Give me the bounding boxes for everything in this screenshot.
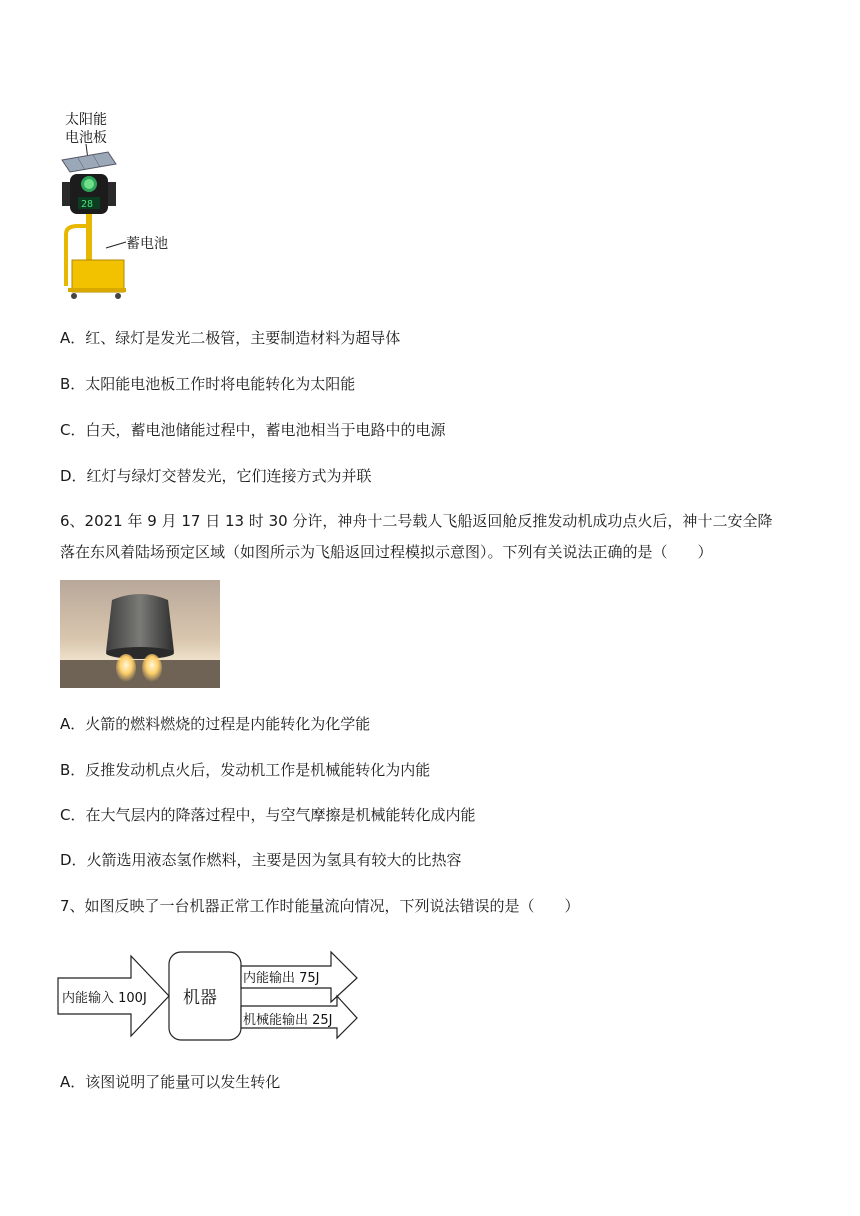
energy-flow-diagram (55, 944, 365, 1044)
q6-option-c: C．在大气层内的降落过程中，与空气摩擦是机械能转化成内能 (60, 806, 476, 824)
q6-option-d: D．火箭选用液态氢作燃料，主要是因为氢具有较大的比热容 (60, 851, 462, 869)
q6-option-b: B．反推发动机点火后，发动机工作是机械能转化为内能 (60, 761, 431, 779)
output2-label: 机械能输出 25J (243, 1013, 333, 1028)
input-label: 内能输入 100J (62, 991, 147, 1006)
solar-panel-label-1: 太阳能 (65, 112, 107, 128)
machine-label: 机器 (183, 988, 217, 1008)
q5-option-d: D．红灯与绿灯交替发光，它们连接方式为并联 (60, 467, 372, 485)
q6-stem-line2: 落在东风着陆场预定区域（如图所示为飞船返回过程模拟示意图）。下列有关说法正确的是（ ） (60, 543, 713, 561)
output1-label: 内能输出 75J (243, 971, 320, 986)
capsule-photo (60, 580, 220, 688)
q5-option-a: A．红、绿灯是发光二极管，主要制造材料为超导体 (60, 329, 401, 347)
traffic-light-figure (58, 108, 178, 306)
q6-option-a: A．火箭的燃料燃烧的过程是内能转化为化学能 (60, 715, 371, 733)
countdown-digits: 28 (81, 199, 94, 210)
solar-panel-label-2: 电池板 (65, 130, 107, 146)
battery-label: 蓄电池 (126, 236, 168, 252)
q6-stem-line1: 6、2021 年 9 月 17 日 13 时 30 分许，神舟十二号载人飞船返回舱反推发动机成功点火后，神十二安全降 (60, 512, 773, 530)
q7-option-a: A．该图说明了能量可以发生转化 (60, 1073, 281, 1091)
q5-option-b: B．太阳能电池板工作时将电能转化为太阳能 (60, 375, 356, 393)
q7-stem: 7、如图反映了一台机器正常工作时能量流向情况，下列说法错误的是（ ） (60, 897, 580, 915)
q5-option-c: C．白天，蓄电池储能过程中，蓄电池相当于电路中的电源 (60, 421, 446, 439)
